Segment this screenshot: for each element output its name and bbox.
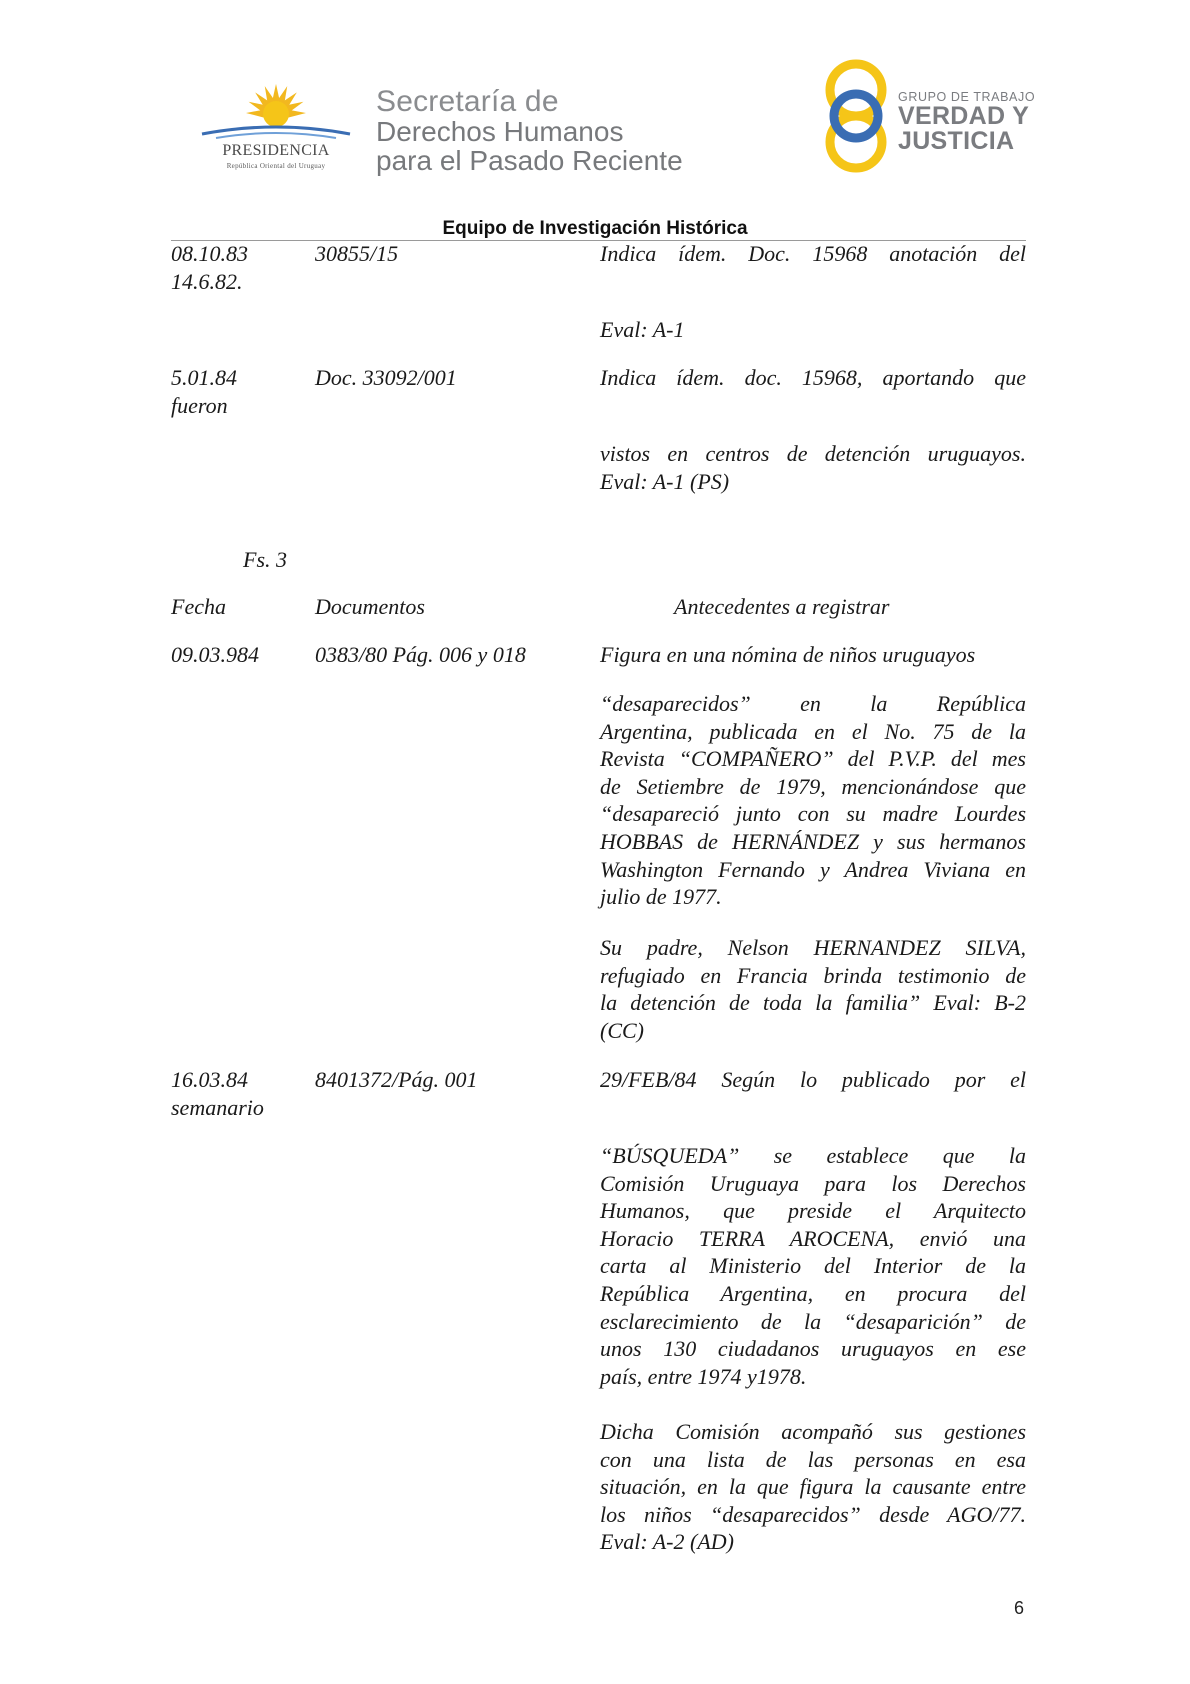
row2-doc: Doc. 33092/001 [315, 365, 457, 390]
text-line: Eval: A-1 (PS) [600, 468, 730, 494]
secretaria-title [376, 86, 683, 175]
text-line: (CC) [600, 1017, 644, 1043]
row4-date: 16.03.84 [171, 1067, 248, 1092]
row4-first [600, 1066, 1026, 1094]
text-line: esclarecimiento de la “desaparición” de [600, 1308, 1026, 1334]
row3-doc: 0383/80 Pág. 006 y 018 [315, 642, 526, 667]
text-line: Horacio TERRA AROCENA, envió una [600, 1225, 1026, 1251]
grupo-line1: GRUPO DE TRABAJO [898, 90, 1036, 104]
text-line: 29/FEB/84 Según lo publicado por el [600, 1067, 1026, 1092]
grupo-line3: JUSTICIA [898, 127, 1015, 155]
row1-eval: Eval: A-1 [600, 317, 685, 342]
row1-date: 08.10.83 [171, 241, 248, 266]
presidencia-logo [196, 82, 356, 178]
row4-para2 [600, 1418, 1026, 1556]
col-header-fecha: Fecha [171, 594, 226, 619]
row1-text [600, 240, 1026, 268]
row3-para1 [600, 690, 1026, 911]
row2-date-cont: fueron [171, 393, 228, 418]
text-line: refugiado en Francia brinda testimonio de [600, 962, 1026, 988]
row1-date-cont: 14.6.82. [171, 269, 243, 294]
row3-first-line: Figura en una nómina de niños uruguayos [600, 642, 976, 667]
text-line: Comisión Uruguaya para los Derechos [600, 1170, 1026, 1196]
secretaria-line2: Derechos Humanos [376, 116, 624, 147]
row4-date-cont: semanario [171, 1095, 264, 1120]
text-line: “desaparecidos” en la República [600, 691, 1026, 716]
text-line: país, entre 1974 y1978. [600, 1363, 807, 1389]
row4-doc: 8401372/Pág. 001 [315, 1067, 478, 1092]
text-line: unos 130 ciudadanos uruguayos en ese [600, 1336, 1026, 1362]
text-line: de Setiembre de 1979, mencionándose que [600, 773, 1026, 799]
row2-date: 5.01.84 [171, 365, 237, 390]
text-line: Indica ídem. doc. 15968, aportando que [600, 365, 1026, 390]
col-header-documentos: Documentos [315, 594, 425, 619]
text-line: Humanos, que preside el Arquitecto [600, 1198, 1026, 1224]
text-line: la detención de toda la familia” Eval: B-2 [600, 990, 1026, 1016]
text-line: República Argentina, en procura del [600, 1280, 1026, 1306]
text-line: HOBBAS de HERNÁNDEZ y sus hermanos [600, 828, 1026, 854]
text-line: Revista “COMPAÑERO” del P.V.P. del mes [600, 746, 1026, 772]
folio-label: Fs. 3 [243, 547, 287, 572]
text-line: Washington Fernando y Andrea Viviana en [600, 856, 1026, 882]
team-title: Equipo de Investigación Histórica [442, 218, 748, 239]
text-line: Eval: A-2 (AD) [600, 1529, 734, 1555]
text-line: carta al Ministerio del Interior de la [600, 1253, 1026, 1279]
page-number: 6 [1014, 1598, 1025, 1618]
text-line: Argentina, publicada en el No. 75 de la [600, 718, 1026, 744]
presidencia-sub: República Oriental del Uruguay [226, 162, 326, 170]
text-line: los niños “desaparecidos” desde AGO/77. [600, 1501, 1026, 1527]
text-line: “desapareció junto con su madre Lourdes [600, 801, 1026, 827]
text-line: julio de 1977. [600, 884, 722, 910]
row3-date: 09.03.984 [171, 642, 259, 667]
text-line: con una lista de las personas en esa [600, 1446, 1026, 1472]
row4-para1 [600, 1142, 1026, 1390]
verdad-justicia-text [898, 90, 1035, 154]
text-line: “BÚSQUEDA” se establece que la [600, 1143, 1026, 1168]
presidencia-name: PRESIDENCIA [222, 142, 330, 159]
row3-para2 [600, 934, 1026, 1044]
text-line: Su padre, Nelson HERNANDEZ SILVA, [600, 935, 1026, 960]
row2-text [600, 364, 1026, 392]
text-line: vistos en centros de detención uruguayos. [600, 441, 1026, 466]
row1-doc: 30855/15 [315, 241, 399, 266]
text-line: Indica ídem. Doc. 15968 anotación del [600, 241, 1026, 266]
text-line: situación, en la que figura la causante entre [600, 1474, 1026, 1500]
secretaria-line3: para el Pasado Reciente [376, 145, 683, 176]
text-line: Dicha Comisión acompañó sus gestiones [600, 1419, 1026, 1444]
col-header-antecedentes: Antecedentes a registrar [674, 594, 890, 619]
row2-text-cont [600, 440, 1026, 495]
secretaria-line1: Secretaría de [376, 85, 559, 118]
grupo-line2: VERDAD Y [898, 102, 1030, 130]
